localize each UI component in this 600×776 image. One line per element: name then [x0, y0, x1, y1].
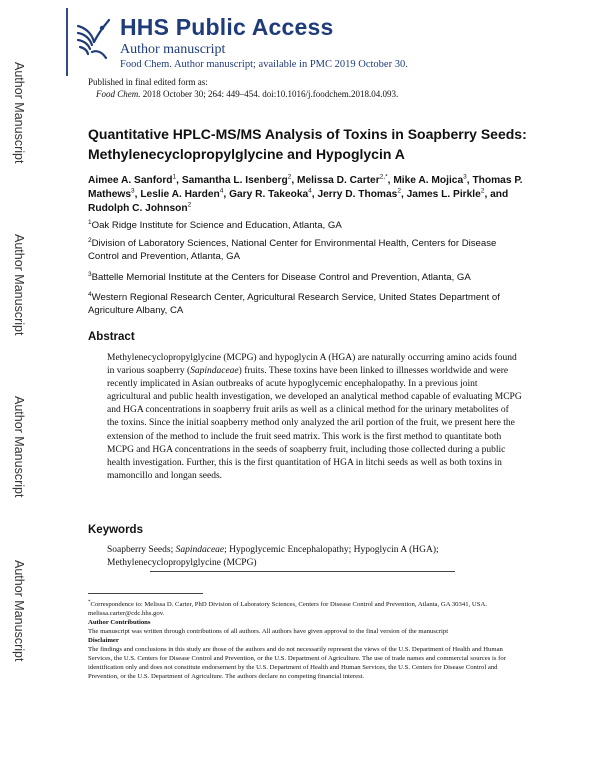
hhs-eagle-logo-icon [72, 12, 112, 66]
affiliation-text: Division of Laboratory Sciences, National Center for Environmental Health, Centers for Disease Control and Prevention, Atlanta, GA [88, 238, 497, 262]
affiliation-number: 4 [88, 290, 92, 298]
sidebar-author-manuscript-label: Author Manuscript [12, 234, 26, 336]
keywords-text: Soapberry Seeds; [107, 545, 176, 555]
footnotes [88, 600, 518, 681]
footnote-divider [88, 593, 203, 594]
keywords-heading: Keywords [88, 524, 143, 536]
author-list [88, 174, 528, 217]
correspondence-text: Correspondence to: Melissa D. Carter, PhD Division of Laboratory Sciences, Centers for Disease Control and Prevention, Atlanta, GA 30341, USA. melissa.carter@cdc.hhs.gov. [88, 601, 487, 617]
abstract-heading: Abstract [88, 331, 135, 343]
author-separator: , [400, 189, 407, 201]
author-name: Thomas P. Mathews [88, 175, 523, 201]
affiliation-4 [88, 291, 528, 317]
author-separator: , [311, 189, 318, 201]
affiliation-text: Oak Ridge Institute for Science and Education, Atlanta, GA [91, 220, 342, 231]
header-divider [66, 8, 68, 76]
abstract-body [107, 352, 522, 483]
author-separator: , [466, 175, 473, 186]
author-name: Leslie A. Harden [140, 189, 220, 201]
author-name: Jerry D. Thomas [317, 189, 398, 201]
citation-details: 2018 October 30; 264: 449–454. doi:10.1016/j.foodchem.2018.04.093. [140, 89, 399, 99]
author-manuscript-subtitle: Author manuscript [120, 42, 226, 57]
author-name: Melissa D. Carter [297, 175, 380, 186]
author-separator: , [291, 175, 298, 186]
abstract-text: ) fruits. These toxins have been linked to illnesses worldwide and were recently implicated in Asian outbreaks of acute hypoglycemic encephalopathy. In a previous joint agricultural and public health investigation, we developed an analytical method capable of evaluating MCPG and HGA concentrations in soapberry fruit arils as well as a clinical method for the urinary metabolites of the toxins. Since the initial soapberry method only analyzed the aril portion of the fruit, we present here the extension of the method to include the fruit seed matrix. This work is the first method to quantitate both MCPG and HGA concentrations in the seeds of soapberry fruit, including those collected during a public health investigation. Further, this is the first quantitation of HGA in litchi seeds as well as both toxins in mamoncillo and longan seeds. [107, 366, 522, 481]
affiliation-text: Battelle Memorial Institute at the Centers for Disease Control and Prevention, Atlanta, GA [91, 272, 471, 283]
affiliation-3 [88, 271, 528, 284]
author-name: Gary R. Takeoka [229, 189, 309, 201]
citation-line [96, 89, 398, 99]
contributions-text: The manuscript was written through contributions of all authors. All authors have given approval to the final version of the manuscript [88, 628, 449, 635]
author-name: Aimee A. Sanford [88, 175, 173, 186]
disclaimer-text: The findings and conclusions in this study are those of the authors and do not necessarily represent the views of the U.S. Department of Health and Human Services, the U.S. Centers for Disease Control and Prevention, or the U.S. Department of Agriculture. The use of trade names and commercial sources is for identification only and does not constitute endorsement by the U.S. Department of Health and Human Services, the U.S. Centers for Disease Control and Prevention, or the U.S. Department of Agriculture. The authors declare no competing financial interest. [88, 646, 506, 680]
author-affiliation-mark: 2 [287, 173, 292, 181]
author-affiliation-mark: 2 [187, 202, 192, 210]
affiliation-2 [88, 237, 528, 263]
hhs-public-access-title: HHS Public Access [120, 14, 334, 40]
keywords-text: ; Hypoglycemic Encephalopathy; Hypoglycin A (HGA); Methylenecyclopropylglycine (MCPG) [107, 545, 439, 568]
author-affiliation-mark: 3 [463, 173, 467, 181]
author-affiliation-mark: 4 [219, 187, 224, 195]
availability-line: Food Chem. Author manuscript; available in PMC 2019 October 30. [120, 59, 408, 70]
sidebar-author-manuscript-label: Author Manuscript [12, 396, 26, 498]
correspondence-footnote [88, 600, 518, 618]
paper-title: Quantitative HPLC-MS/MS Analysis of Toxins in Soapberry Seeds: Methylenecyclopropylglycine and Hypoglycin A [88, 126, 527, 162]
author-name: Mike A. Mojica [393, 175, 464, 186]
abstract-text: Methylenecyclopropylglycine (MCPG) and hypoglycin A (HGA) are naturally occurring amino acids found in various soapberry ( [107, 353, 517, 377]
author-affiliation-mark: 2,* [379, 173, 388, 181]
abstract-italic-term: Sapindaceae [190, 366, 239, 377]
author-affiliation-mark: 4 [308, 187, 312, 195]
author-separator: , [176, 175, 182, 186]
affiliation-number: 2 [88, 236, 92, 244]
author-affiliation-mark: 1 [172, 173, 177, 181]
disclaimer-heading: Disclaimer [88, 637, 119, 644]
affiliation-1 [88, 219, 528, 232]
author-separator: , and [484, 189, 509, 201]
author-name: James L. Pirkle [406, 189, 481, 201]
author-separator: , [387, 175, 394, 186]
author-affiliation-mark: 3 [131, 187, 135, 195]
keywords-body [107, 544, 522, 570]
author-name: Rudolph C. Johnson [88, 203, 188, 215]
affiliation-number: 1 [88, 218, 92, 226]
keywords-italic-term: Sapindaceae [175, 545, 225, 555]
journal-name: Food Chem. [96, 89, 141, 99]
author-separator: , [134, 189, 141, 201]
author-separator: , [223, 189, 230, 201]
sidebar-author-manuscript-label: Author Manuscript [12, 560, 26, 662]
contributions-heading: Author Contributions [88, 619, 151, 626]
author-affiliation-mark: 2 [480, 187, 485, 195]
author-affiliation-mark: 2 [397, 187, 401, 195]
published-in-line: Published in final edited form as: [88, 77, 208, 87]
footnote-mark: * [88, 599, 91, 605]
author-name: Samantha L. Isenberg [181, 175, 288, 186]
keywords-divider [150, 571, 455, 572]
affiliation-text: Western Regional Research Center, Agricultural Research Service, United States Department of Agriculture Albany, CA [88, 292, 500, 316]
sidebar-author-manuscript-label: Author Manuscript [12, 62, 26, 164]
affiliation-number: 3 [88, 270, 92, 278]
